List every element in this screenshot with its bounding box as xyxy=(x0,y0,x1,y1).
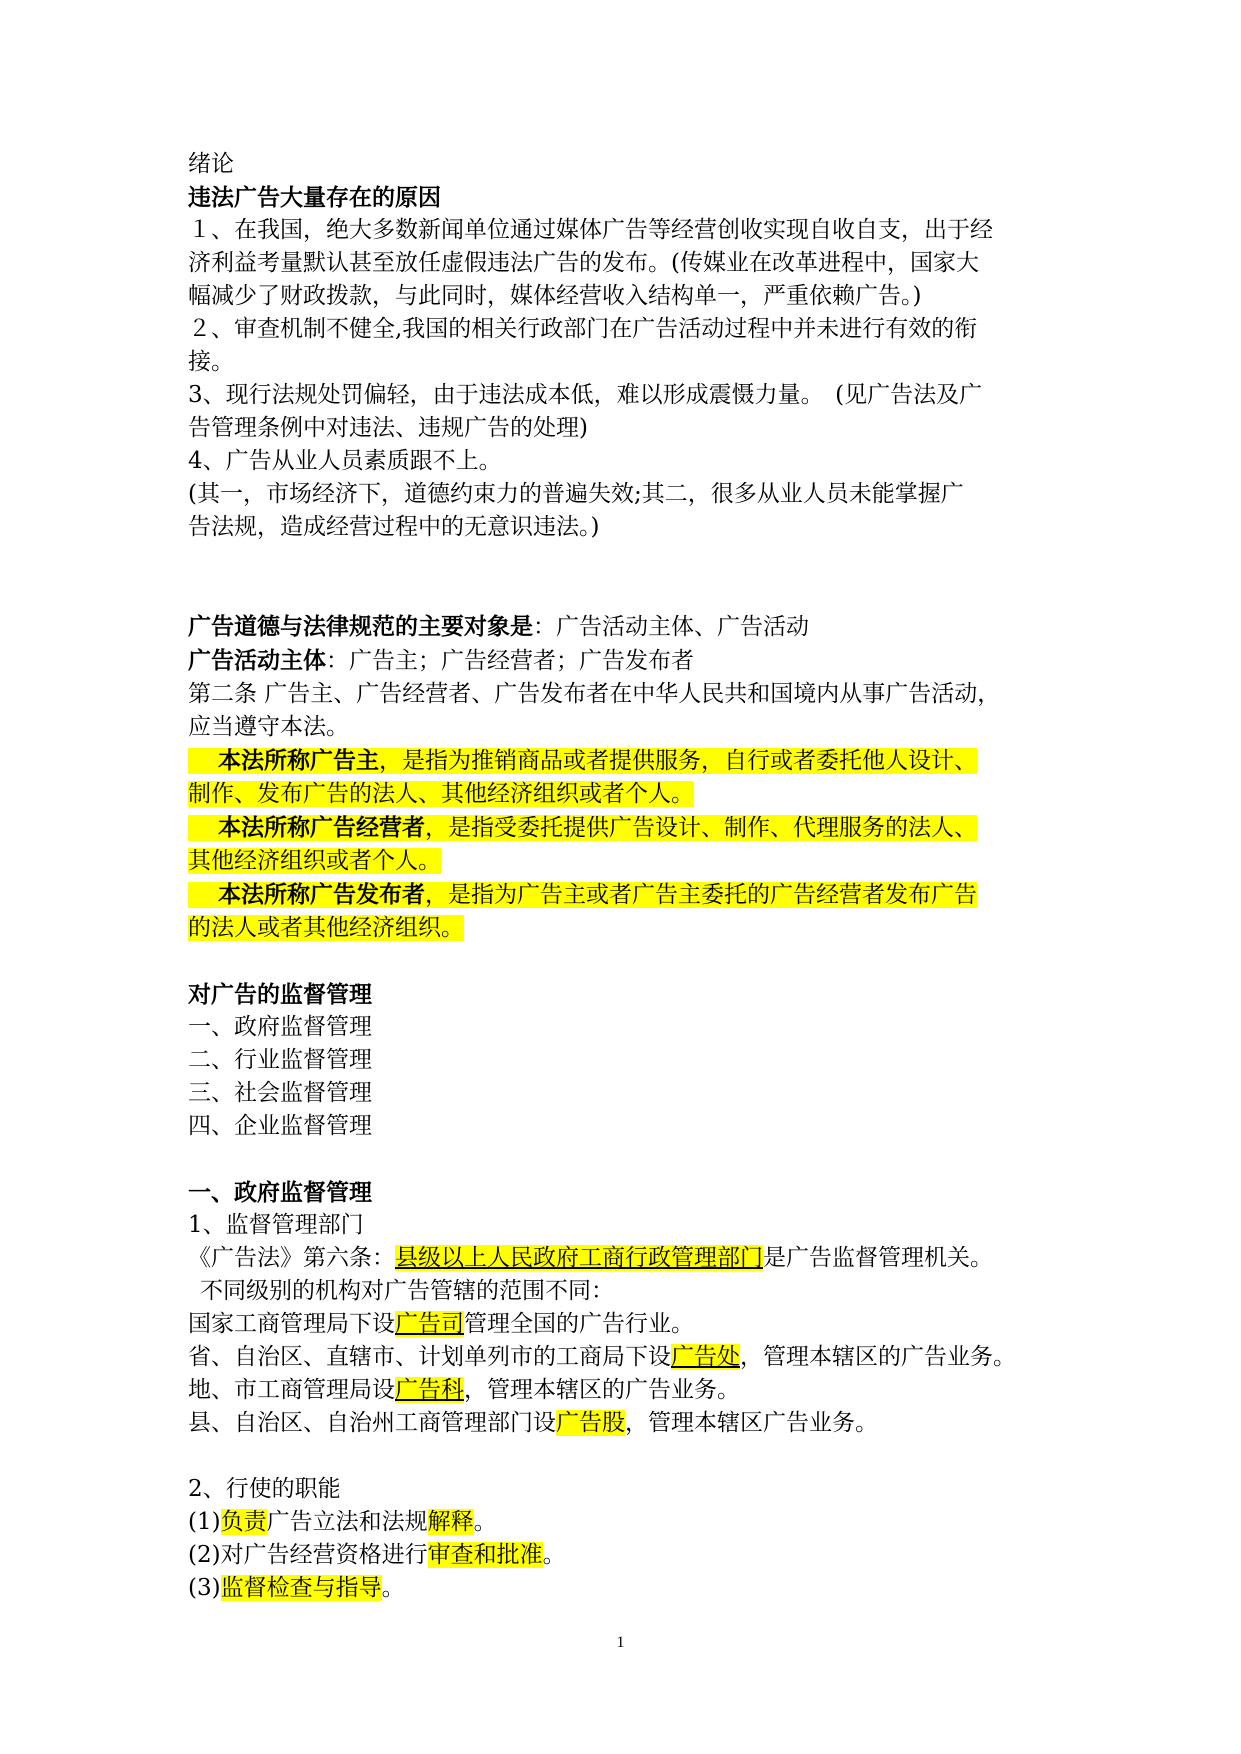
list-item: 一、政府监督管理 xyxy=(188,1014,372,1040)
subheading-departments: 1、监督管理部门 xyxy=(188,1212,364,1238)
city-line xyxy=(188,1374,1068,1407)
reason-line: 4、广告从业人员素质跟不上。 xyxy=(188,448,502,474)
text: 。 xyxy=(381,1575,405,1601)
province-line xyxy=(188,1341,1068,1374)
reason-line: 济利益考量默认甚至放任虚假违法广告的发布。(传媒业在改革进程中，国家大 xyxy=(188,250,979,276)
item-number: (1) xyxy=(188,1509,221,1535)
reason-line: 接。 xyxy=(188,349,234,375)
highlight-term: 解释 xyxy=(427,1509,474,1535)
reason-line: 幅减少了财政拨款，与此同时，媒体经营收入结构单一，严重依赖广告。) xyxy=(188,283,922,309)
definition-text: 其他经济组织或者个人。 xyxy=(188,848,441,874)
function-item xyxy=(188,1506,1068,1539)
reason-line: (其一，市场经济下，道德约束力的普遍失效;其二，很多从业人员未能掌握广 xyxy=(188,481,964,507)
subjects-line xyxy=(188,644,1068,678)
law-article6-line xyxy=(188,1242,1068,1275)
item-number: (2) xyxy=(188,1542,221,1568)
section-heading-supervision: 对广告的监督管理 xyxy=(188,981,372,1008)
definition-continuation xyxy=(188,845,1068,878)
text: ，管理本辖区的广告业务。 xyxy=(464,1377,740,1403)
law-prefix: 《广告法》第六条： xyxy=(188,1245,395,1271)
section-heading-reasons: 违法广告大量存在的原因 xyxy=(188,184,441,211)
list-item: 四、企业监督管理 xyxy=(188,1113,372,1139)
definition-text: ，是指为广告主或者广告主委托的广告经营者发布广告 xyxy=(425,882,977,908)
document-body xyxy=(188,148,1068,1605)
highlight-term: 广告科 xyxy=(395,1377,464,1403)
law-suffix: 是广告监督管理机关。 xyxy=(763,1245,993,1271)
definition-text: ，是指为推销商品或者提供服务，自行或者委托他人设计、 xyxy=(379,748,977,774)
reason-line: 3、现行法规处罚偏轻，由于违法成本低，难以形成震慑力量。 (见广告法及广 xyxy=(188,382,983,408)
definition-term: 本法所称广告主 xyxy=(218,747,379,774)
subjects-label: 广告活动主体 xyxy=(188,647,326,674)
section-heading-government: 一、政府监督管理 xyxy=(188,1179,372,1206)
text: 对广告经营资格进行 xyxy=(220,1542,428,1568)
reason-line: 告法规，造成经营过程中的无意识违法。) xyxy=(188,514,600,540)
list-item: 二、行业监督管理 xyxy=(188,1047,372,1073)
highlight-term: 广告股 xyxy=(556,1410,625,1436)
county-line xyxy=(188,1407,1068,1440)
reason-line: 告管理条例中对违法、违规广告的处理) xyxy=(188,415,588,441)
law-highlight: 县级以上人民政府工商行政管理部门 xyxy=(395,1245,763,1271)
objects-label: 广告道德与法律规范的主要对象是 xyxy=(188,613,533,640)
reason-line: １、在我国，绝大多数新闻单位通过媒体广告等经营创收实现自收自支，出于经 xyxy=(188,217,993,243)
item-number: (3) xyxy=(188,1575,221,1601)
article2-line: 第二条 广告主、广告经营者、广告发布者在中华人民共和国境内从事广告活动， xyxy=(188,681,1001,707)
highlight-term: 监督检查与指导 xyxy=(220,1575,382,1601)
document-title: 绪论 xyxy=(188,151,234,177)
list-item: 三、社会监督管理 xyxy=(188,1080,372,1106)
objects-value: ：广告活动主体、广告活动 xyxy=(533,614,809,640)
text: 。 xyxy=(473,1509,497,1535)
text: 。 xyxy=(542,1542,566,1568)
highlight-term: 负责 xyxy=(220,1509,267,1535)
highlight-term: 广告处 xyxy=(671,1344,740,1370)
definition-continuation xyxy=(188,778,1068,811)
objects-line xyxy=(188,610,1068,644)
definition-term: 本法所称广告经营者 xyxy=(218,814,425,841)
national-line xyxy=(188,1308,1068,1341)
subheading-functions: 2、行使的职能 xyxy=(188,1476,341,1502)
page-number: 1 xyxy=(616,1634,625,1651)
definition-publisher xyxy=(188,878,1068,912)
reason-line: ２、审查机制不健全,我国的相关行政部门在广告活动过程中并未进行有效的衔 xyxy=(188,316,978,342)
definition-advertiser xyxy=(188,744,1068,778)
highlight-term: 广告司 xyxy=(395,1311,464,1337)
function-item xyxy=(188,1572,1068,1605)
text: 县、自治区、自治州工商管理部门设 xyxy=(188,1410,556,1436)
text: 地、市工商管理局设 xyxy=(188,1377,395,1403)
text: 管理全国的广告行业。 xyxy=(464,1311,694,1337)
text: ，管理本辖区的广告业务。 xyxy=(740,1344,1016,1370)
definition-term: 本法所称广告发布者 xyxy=(218,881,425,908)
highlight-term: 审查和批准 xyxy=(427,1542,543,1568)
text: 省、自治区、直辖市、计划单列市的工商局下设 xyxy=(188,1344,671,1370)
text: 国家工商管理局下设 xyxy=(188,1311,395,1337)
text: 广告立法和法规 xyxy=(266,1509,428,1535)
definition-text: 制作、发布广告的法人、其他经济组织或者个人。 xyxy=(188,781,694,807)
article2-line: 应当遵守本法。 xyxy=(188,714,349,740)
definition-text: 的法人或者其他经济组织。 xyxy=(188,915,464,941)
definition-operator xyxy=(188,811,1068,845)
definition-text: ，是指受委托提供广告设计、制作、代理服务的法人、 xyxy=(425,815,977,841)
definition-continuation xyxy=(188,912,1068,945)
text: ，管理本辖区广告业务。 xyxy=(625,1410,878,1436)
function-item xyxy=(188,1539,1068,1572)
scope-line: 不同级别的机构对广告管辖的范围不同： xyxy=(200,1278,614,1304)
subjects-value: ：广告主；广告经营者；广告发布者 xyxy=(326,648,694,674)
